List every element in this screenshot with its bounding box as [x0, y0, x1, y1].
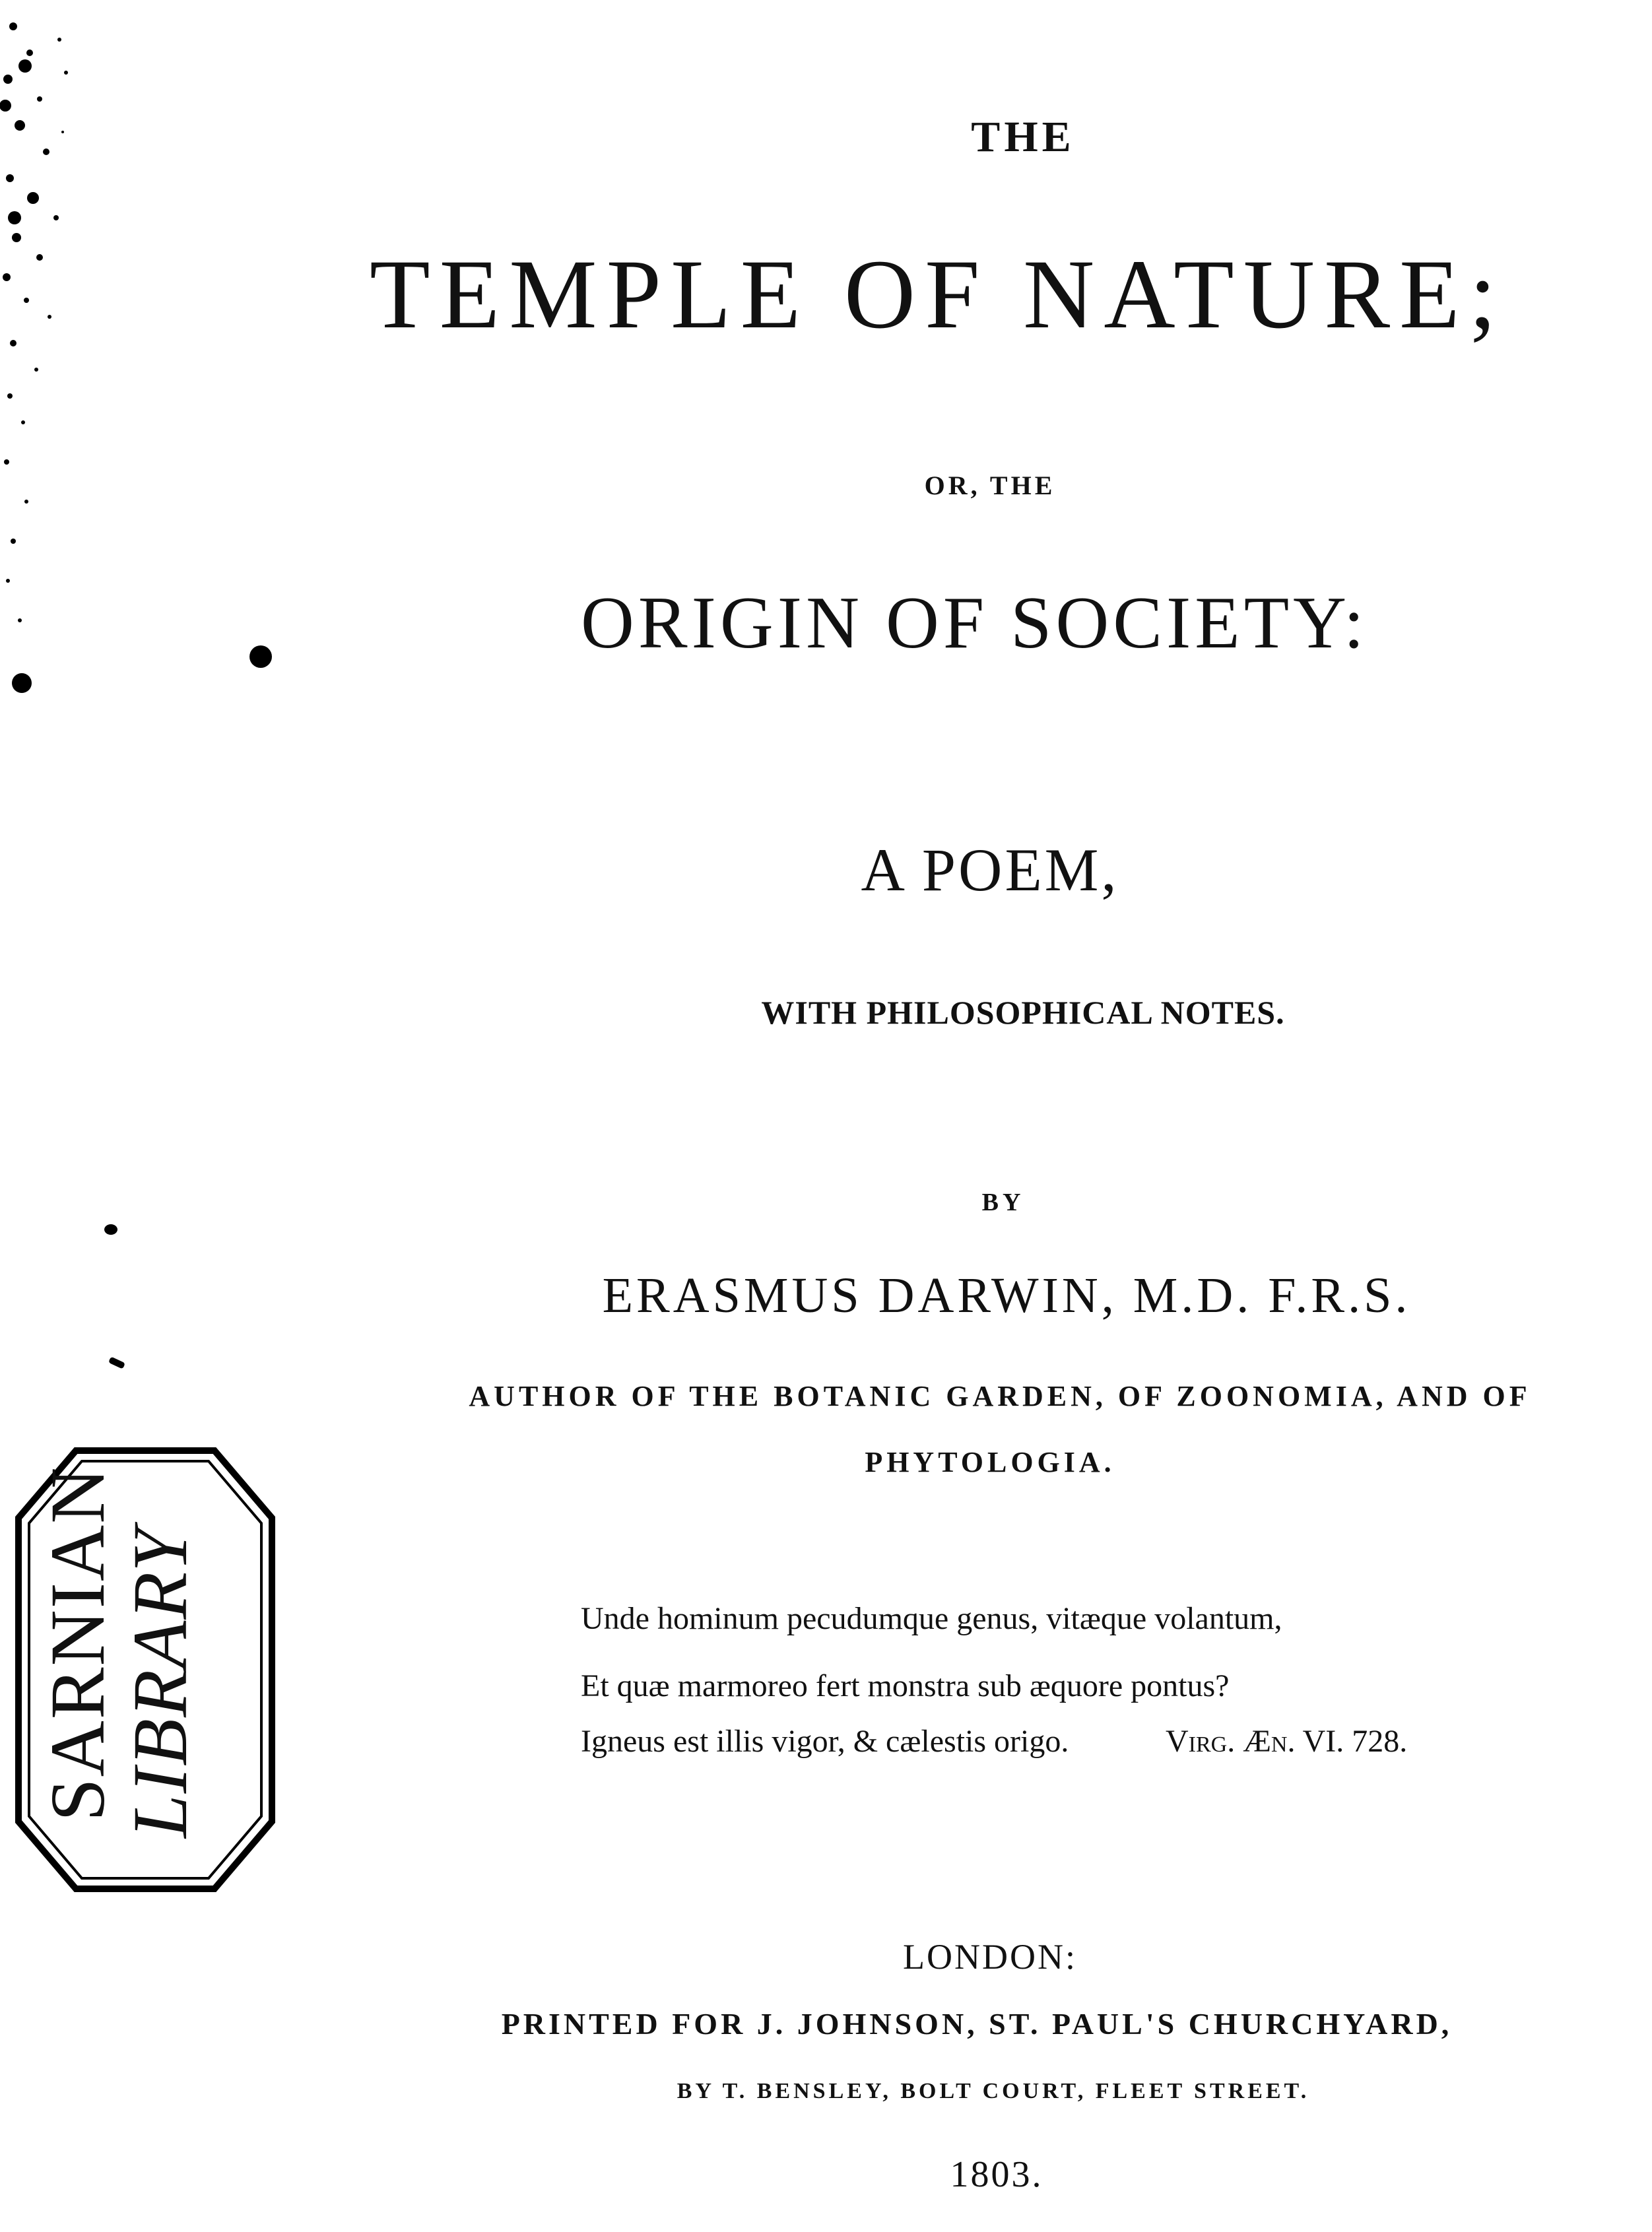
stamp-text: SARNIAN: [34, 1466, 121, 1822]
subtitle: ORIGIN OF SOCIETY:: [581, 582, 1368, 664]
notes-line: WITH PHILOSOPHICAL NOTES.: [761, 994, 1285, 1031]
epigraph-line: Unde hominum pecudumque genus, vitæque volantum,: [581, 1601, 1282, 1636]
ink-blot: [12, 673, 32, 693]
title-or-the: OR, THE: [924, 471, 1056, 500]
epigraph-citation: Virg. Æn. VI. 728.: [1166, 1724, 1408, 1759]
author-name: ERASMUS DARWIN, M.D. F.R.S.: [602, 1268, 1411, 1323]
by-line: BY: [981, 1189, 1025, 1216]
imprint-publisher: PRINTED FOR J. JOHNSON, ST. PAUL'S CHURCHYARD,: [501, 2007, 1453, 2041]
author-credits: AUTHOR OF THE BOTANIC GARDEN, OF ZOONOMIA, AND OF: [469, 1380, 1531, 1412]
margin-speckle: [0, 0, 92, 726]
author-credits-continued: PHYTOLOGIA.: [865, 1446, 1115, 1478]
ink-blot: [249, 645, 272, 668]
imprint-year: 1803.: [950, 2154, 1043, 2195]
genre-line: A POEM,: [861, 836, 1119, 903]
title-the: THE: [971, 113, 1075, 161]
ink-blot: [108, 1356, 125, 1369]
epigraph-line: Et quæ marmoreo fert monstra sub æquore pontus?: [581, 1668, 1230, 1703]
epigraph-line: Igneus est illis vigor, & cælestis origo.: [581, 1724, 1069, 1759]
imprint-city: LONDON:: [903, 1937, 1077, 1977]
stamp-text: LIBRARY: [117, 1527, 203, 1838]
ink-blot: [104, 1224, 117, 1235]
imprint-printer: BY T. BENSLEY, BOLT COURT, FLEET STREET.: [677, 2079, 1310, 2103]
main-title: TEMPLE OF NATURE;: [370, 240, 1506, 349]
